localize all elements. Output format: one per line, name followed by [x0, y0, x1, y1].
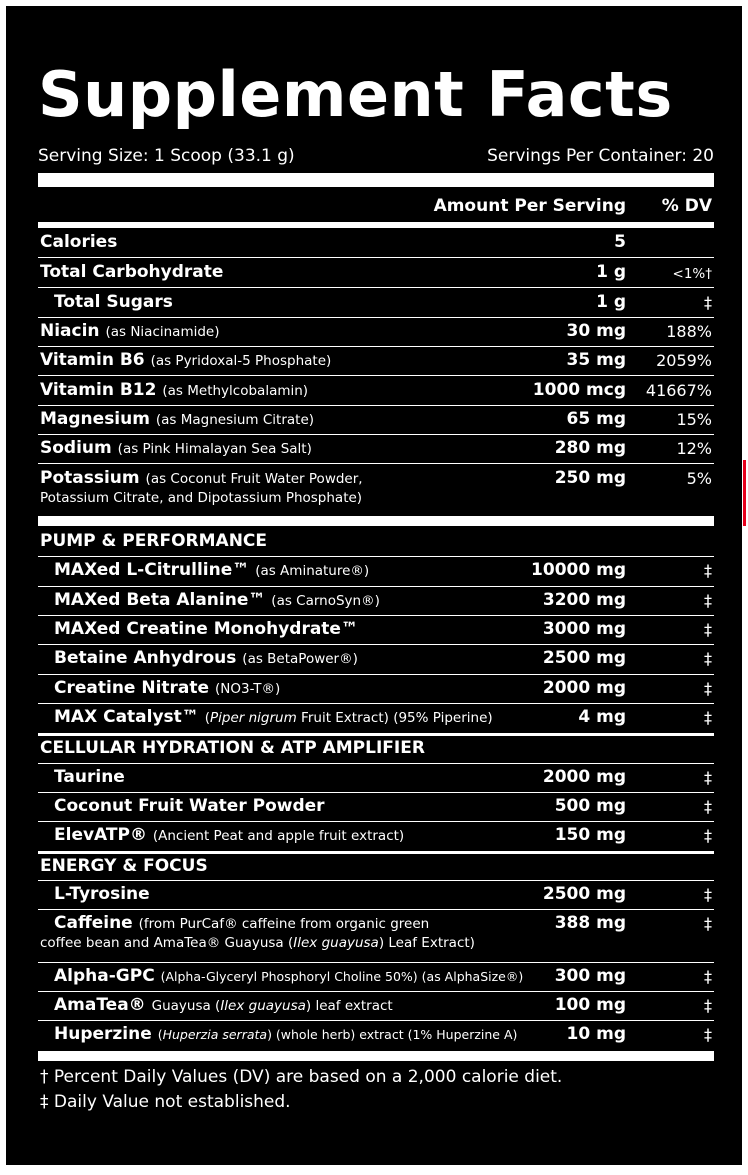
ingredient-row: [38, 821, 714, 850]
nutrient-amount: 280 mg: [554, 438, 626, 458]
ingredient-name: Taurine: [54, 767, 125, 787]
ingredient-amount: 4 mg: [578, 707, 626, 727]
nutrient-dv: 41667%: [645, 381, 712, 400]
ingredient-dv: ‡: [704, 967, 712, 986]
ingredient-dv: ‡: [704, 679, 712, 698]
ingredient-dv: ‡: [704, 620, 712, 639]
ingredient-name: Creatine Nitrate (NO3-T®): [54, 678, 281, 698]
nutrient-amount: 5: [614, 232, 626, 252]
ingredient-row: [38, 1020, 714, 1049]
ingredient-name: Betaine Anhydrous (as BetaPower®): [54, 648, 358, 668]
ingredient-amount: 300 mg: [554, 966, 626, 986]
nutrient-name: Niacin (as Niacinamide): [40, 321, 220, 341]
nutrient-row: [38, 228, 714, 257]
red-edge-mark: [743, 460, 746, 526]
nutrient-row: [38, 317, 714, 346]
ingredient-row: [38, 674, 714, 703]
thick-divider-bottom: [38, 1051, 714, 1061]
ingredient-dv: ‡: [704, 561, 712, 580]
ingredient-name: Alpha-GPC (Alpha-Glyceryl Phosphoryl Choline 50%) (as AlphaSize®): [54, 966, 524, 986]
nutrient-row: [38, 346, 714, 375]
nutrient-dv: 12%: [676, 439, 712, 458]
nutrient-name: Vitamin B6 (as Pyridoxal-5 Phosphate): [40, 350, 332, 370]
nutrient-name: Magnesium (as Magnesium Citrate): [40, 409, 315, 429]
nutrient-name: Calories: [40, 232, 118, 252]
ingredient-dv: ‡: [704, 768, 712, 787]
ingredient-dv: ‡: [704, 649, 712, 668]
ingredient-dv: ‡: [704, 708, 712, 727]
ingredient-row: [38, 962, 714, 991]
ingredient-amount: 2500 mg: [542, 648, 626, 668]
nutrient-row: [38, 434, 714, 463]
nutrient-row: [38, 376, 714, 405]
nutrient-name: Potassium (as Coconut Fruit Water Powder, Potassium Citrate, and Dipotassium Phosphate): [40, 468, 363, 506]
ingredient-dv: ‡: [704, 914, 712, 933]
nutrient-dv: <1%†: [672, 266, 712, 282]
ingredient-name: L-Tyrosine: [54, 884, 150, 904]
ingredient-name: Caffeine (from PurCaf® caffeine from organic green coffee bean and AmaTea® Guayusa (Ilex guayusa) Leaf Extract): [40, 913, 475, 951]
nutrient-row: [38, 258, 714, 287]
ingredient-dv: ‡: [704, 885, 712, 904]
ingredient-name: Huperzine (Huperzia serrata) (whole herb) extract (1% Huperzine A): [54, 1024, 518, 1044]
ingredient-name: Coconut Fruit Water Powder: [54, 796, 325, 816]
ingredient-amount: 10000 mg: [531, 560, 626, 580]
nutrient-dv: ‡: [704, 293, 712, 312]
ingredient-row: [38, 763, 714, 792]
ingredient-dv: ‡: [704, 826, 712, 845]
ingredient-amount: 2000 mg: [542, 767, 626, 787]
nutrient-name: Sodium (as Pink Himalayan Sea Salt): [40, 438, 312, 458]
nutrient-name: Total Carbohydrate: [40, 262, 224, 282]
ingredient-dv: ‡: [704, 591, 712, 610]
ingredient-row: [38, 880, 714, 909]
ingredient-amount: 10 mg: [566, 1024, 626, 1044]
ingredient-row: [38, 556, 714, 585]
ingredient-name: MAXed Creatine Monohydrate™: [54, 619, 358, 639]
ingredient-amount: 3000 mg: [542, 619, 626, 639]
nutrient-amount: 30 mg: [566, 321, 626, 341]
ingredient-amount: 100 mg: [554, 995, 626, 1015]
ingredient-amount: 2500 mg: [542, 884, 626, 904]
nutrient-name: Vitamin B12 (as Methylcobalamin): [40, 380, 309, 400]
serving-size: Serving Size: 1 Scoop (33.1 g): [38, 146, 295, 166]
thick-divider-pump: [38, 516, 714, 526]
nutrient-amount: 250 mg: [554, 468, 626, 488]
nutrient-dv: 15%: [676, 410, 712, 429]
ingredient-row: [38, 792, 714, 821]
nutrient-amount: 1 g: [596, 262, 626, 282]
ingredient-amount: 500 mg: [554, 796, 626, 816]
section-heading-pump: PUMP & PERFORMANCE: [40, 531, 268, 551]
footnote-double-dagger: ‡ Daily Value not established.: [40, 1092, 291, 1112]
ingredient-name: ElevATP® (Ancient Peat and apple fruit extract): [54, 825, 405, 845]
ingredient-row: [38, 703, 714, 732]
ingredient-amount: 388 mg: [554, 913, 626, 933]
nutrient-amount: 35 mg: [566, 350, 626, 370]
header-row: [38, 192, 714, 221]
ingredient-amount: 2000 mg: [542, 678, 626, 698]
ingredient-name: MAXed Beta Alanine™ (as CarnoSyn®): [54, 590, 380, 610]
section-heading-hydration: CELLULAR HYDRATION & ATP AMPLIFIER: [40, 738, 425, 758]
thick-divider-top: [38, 173, 714, 187]
nutrient-amount: 1000 mcg: [532, 380, 626, 400]
header-amount: Amount Per Serving: [433, 196, 626, 216]
nutrient-row: [38, 405, 714, 434]
section-heading-energy: ENERGY & FOCUS: [40, 856, 208, 876]
ingredient-row: [38, 909, 714, 961]
nutrient-dv: 2059%: [656, 351, 712, 370]
nutrient-amount: 65 mg: [566, 409, 626, 429]
ingredient-dv: ‡: [704, 1025, 712, 1044]
label-title: Supplement Facts: [38, 58, 673, 131]
nutrient-amount: 1 g: [596, 292, 626, 312]
servings-per-container: Servings Per Container: 20: [487, 146, 714, 166]
footnote-dagger: † Percent Daily Values (DV) are based on a 2,000 calorie diet.: [40, 1067, 563, 1087]
nutrient-name: Total Sugars: [54, 292, 173, 312]
ingredient-amount: 150 mg: [554, 825, 626, 845]
nutrient-row: [38, 288, 714, 317]
ingredient-name: AmaTea® Guayusa (Ilex guayusa) leaf extract: [54, 995, 393, 1015]
nutrient-row: [38, 464, 714, 514]
header-dv: % DV: [661, 196, 712, 216]
nutrient-dv: 188%: [666, 322, 712, 341]
supplement-facts-panel: [6, 6, 742, 1165]
ingredient-dv: ‡: [704, 996, 712, 1015]
section-divider: [38, 733, 714, 736]
ingredient-name: MAX Catalyst™ (Piper nigrum Fruit Extract) (95% Piperine): [54, 707, 493, 727]
section-divider: [38, 851, 714, 854]
ingredient-row: [38, 991, 714, 1020]
ingredient-name: MAXed L-Citrulline™ (as Aminature®): [54, 560, 370, 580]
ingredient-amount: 3200 mg: [542, 590, 626, 610]
ingredient-row: [38, 644, 714, 673]
ingredient-dv: ‡: [704, 797, 712, 816]
nutrient-dv: 5%: [686, 469, 712, 488]
ingredient-row: [38, 586, 714, 615]
ingredient-row: [38, 615, 714, 644]
